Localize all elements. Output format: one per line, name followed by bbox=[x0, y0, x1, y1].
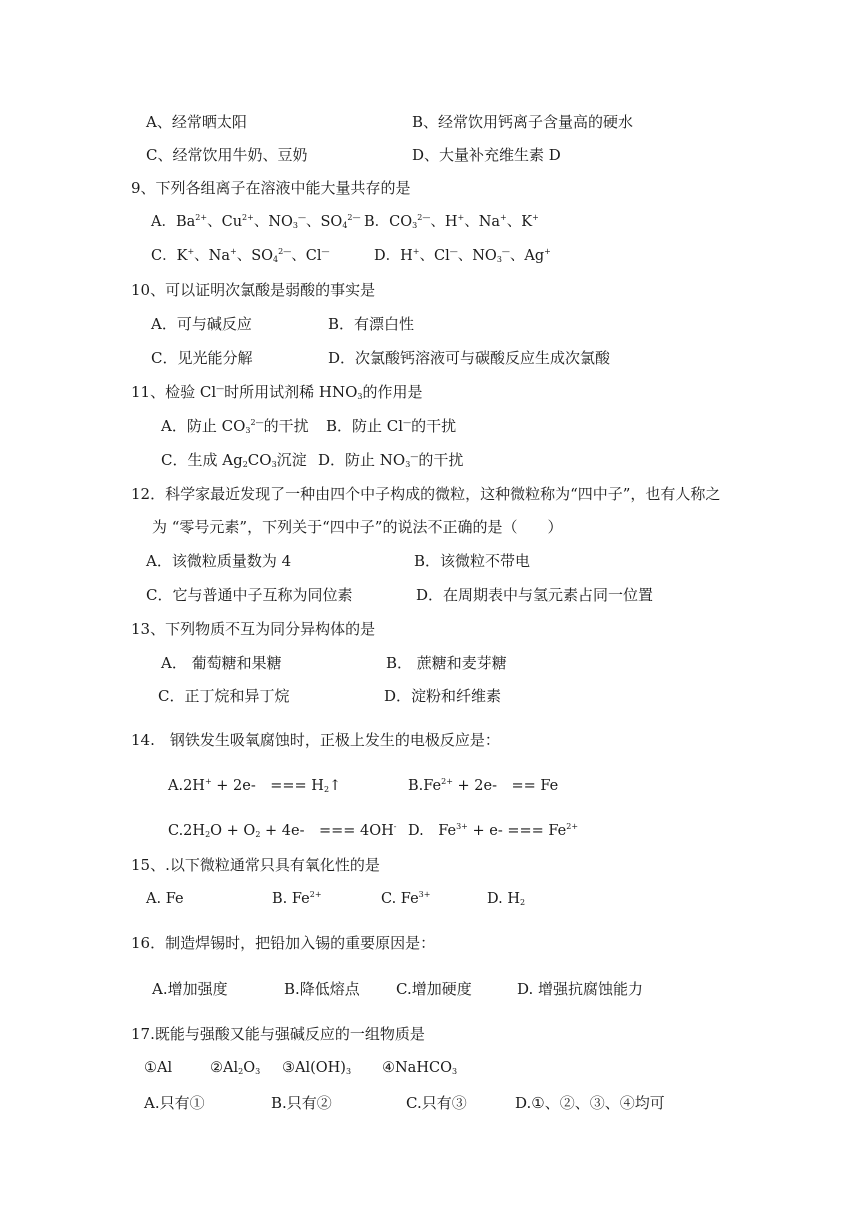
q17-option-c: C.只有③ bbox=[406, 1094, 467, 1112]
q17-option-d: D.①、②、③、④均可 bbox=[515, 1094, 665, 1112]
q15-option-c: C. $Fe^{3+}$ bbox=[381, 890, 431, 907]
q11-option-d: D．防止 $NO_3^—$的干扰 bbox=[318, 451, 464, 469]
q13-option-c: C．正丁烷和异丁烷 bbox=[158, 687, 290, 705]
q11-option-b: B．防止 Cl—的干扰 bbox=[326, 417, 457, 435]
q9-option-d: D．H+、Cl—、$NO_3^—$、Ag+ bbox=[374, 247, 551, 264]
q10-option-b: B．有漂白性 bbox=[328, 315, 415, 333]
q13-stem: 13、下列物质不互为同分异构体的是 bbox=[131, 620, 376, 638]
q11-option-c: C．生成 $Ag_2CO_3$沉淀 bbox=[161, 451, 307, 469]
q13-option-d: D．淀粉和纤维素 bbox=[384, 687, 502, 705]
q10-option-c: C．见光能分解 bbox=[151, 349, 253, 367]
q16-stem: 16．制造焊锡时，把铅加入锡的重要原因是： bbox=[131, 934, 436, 952]
q14-option-c: $C.2H_2O + O_2 + 4e-$ === 4OH- bbox=[168, 822, 397, 839]
q12-option-b: B．该微粒不带电 bbox=[414, 552, 531, 570]
q15-option-d: D. $H_2$ bbox=[487, 891, 526, 907]
q11-option-a: A．防止 $CO_3^{2—}$的干扰 bbox=[161, 417, 309, 435]
q10-option-a: A．可与碱反应 bbox=[151, 315, 252, 333]
q14-option-b: $B.Fe^{2+} + 2e-$ == Fe bbox=[408, 777, 559, 794]
q9-stem: 9、下列各组离子在溶液中能大量共存的是 bbox=[131, 179, 411, 197]
q17-option-b: B.只有② bbox=[271, 1094, 332, 1112]
q10-stem: 10、可以证明次氯酸是弱酸的事实是 bbox=[131, 281, 376, 299]
q14-option-d: D. $Fe^{3+} + e-$ === $Fe^{2+}$ bbox=[408, 822, 579, 839]
q8-option-b: B、经常饮用钙离子含量高的硬水 bbox=[412, 113, 634, 131]
q17-item-4: ④NaHCO$_3$ bbox=[382, 1060, 458, 1076]
q9-option-a: A．$Ba^{2+}$、$Cu^{2+}$、$NO_3^—$、$SO_4^{2—}$ bbox=[151, 213, 361, 230]
q15-option-a: A. Fe bbox=[146, 891, 184, 907]
q15-stem: 15、.以下微粒通常只具有氧化性的是 bbox=[131, 856, 380, 874]
q14-stem: 14. 钢铁发生吸氧腐蚀时，正极上发生的电极反应是： bbox=[131, 731, 500, 749]
q17-option-a: A.只有① bbox=[144, 1094, 205, 1112]
q9-option-b: B．$CO_3^{2—}$、H+、Na+、K+ bbox=[364, 213, 539, 230]
q16-option-a: A.增加强度 bbox=[152, 980, 228, 998]
q17-item-1: ①Al bbox=[144, 1060, 173, 1076]
q12-option-a: A．该微粒质量数为 4 bbox=[146, 552, 292, 570]
q9-option-c: C．K+、Na+、$SO_4^{2—}$、Cl— bbox=[151, 247, 330, 264]
q8-option-d: D、大量补充维生素 D bbox=[412, 146, 561, 164]
q13-option-a: A． 葡萄糖和果糖 bbox=[161, 654, 282, 672]
q8-option-a: A、经常晒太阳 bbox=[146, 113, 247, 131]
q12-stem-line1: 12．科学家最近发现了一种由四个中子构成的微粒，这种微粒称为“四中子”，也有人称之 bbox=[131, 485, 721, 503]
q13-option-b: B． 蔗糖和麦芽糖 bbox=[386, 654, 507, 672]
q12-stem-line2: 为 “零号元素”，下列关于“四中子”的说法不正确的是（ ） bbox=[152, 518, 563, 536]
q16-option-b: B.降低熔点 bbox=[284, 980, 360, 998]
q17-stem: 17.既能与强酸又能与强碱反应的一组物质是 bbox=[131, 1025, 425, 1043]
q15-option-b: B. $Fe^{2+}$ bbox=[272, 890, 322, 907]
q17-item-3: $③Al(OH)_3$ bbox=[282, 1060, 352, 1076]
q12-option-c: C．它与普通中子互称为同位素 bbox=[146, 586, 353, 604]
q12-option-d: D．在周期表中与氢元素占同一位置 bbox=[416, 586, 654, 604]
q16-option-d: D. 增强抗腐蚀能力 bbox=[517, 980, 644, 998]
q16-option-c: C.增加硬度 bbox=[396, 980, 472, 998]
q17-item-2: $②Al_2O_3$ bbox=[210, 1060, 261, 1076]
q11-stem: 11、检验 Cl—时所用试剂稀 $HNO_3$的作用是 bbox=[131, 383, 423, 401]
q10-option-d: D．次氯酸钙溶液可与碳酸反应生成次氯酸 bbox=[328, 349, 611, 367]
q14-option-a: A.2H+ + 2e- === $H_2↑$ bbox=[168, 777, 342, 794]
q8-option-c: C、经常饮用牛奶、豆奶 bbox=[146, 146, 308, 164]
